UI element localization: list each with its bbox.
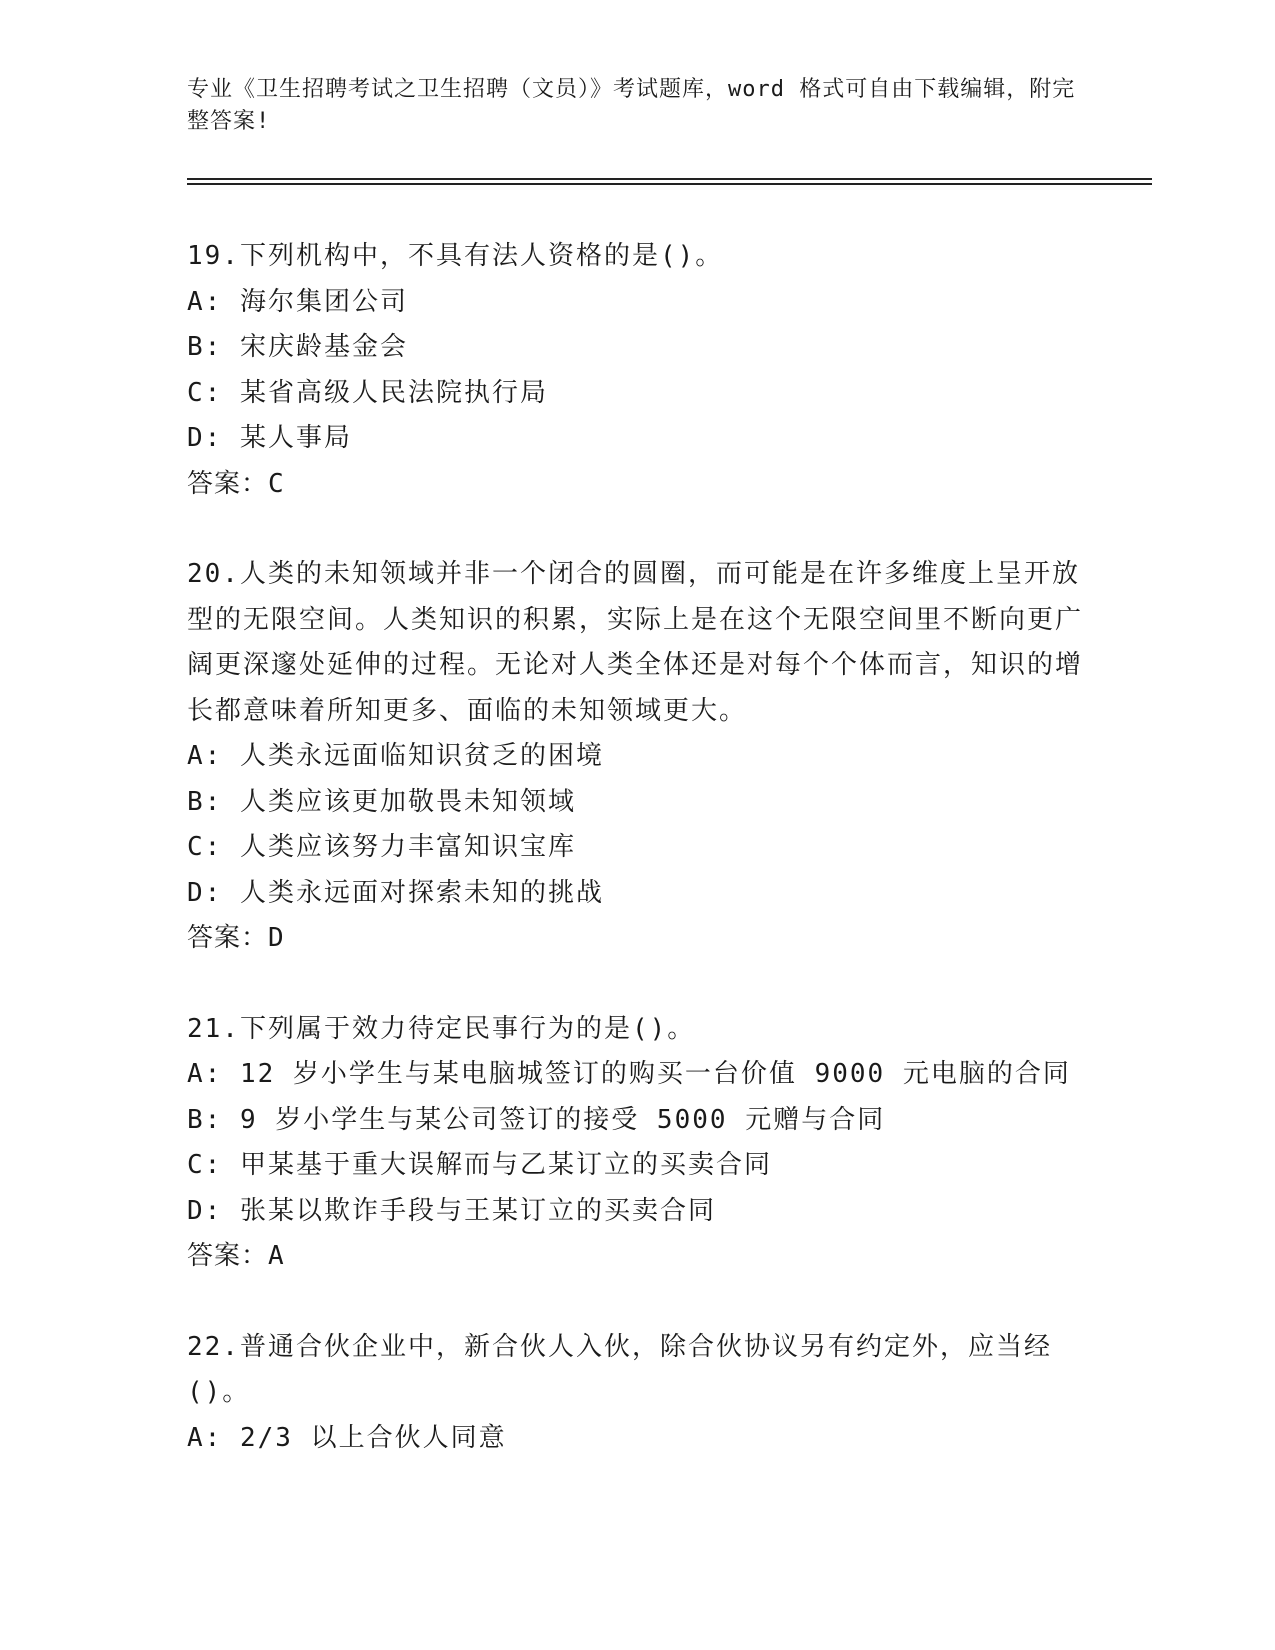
header-divider-bottom	[187, 183, 1152, 185]
question-22	[187, 1325, 1087, 1462]
header-intro-text: 专业《卫生招聘考试之卫生招聘（文员）》考试题库，word 格式可自由下载编辑，附完整答案!	[187, 77, 1076, 134]
option-c	[187, 1143, 1087, 1189]
question-list	[187, 234, 1087, 1506]
option-key: C:	[187, 832, 223, 862]
option-a	[187, 280, 1087, 326]
option-key: B:	[187, 1104, 223, 1135]
option-c	[187, 825, 1087, 871]
option-key: A:	[187, 286, 223, 317]
question-21	[187, 1007, 1087, 1280]
document-header	[187, 74, 1087, 138]
answer-line	[187, 1234, 1087, 1280]
question-20	[187, 552, 1087, 962]
header-divider-top	[187, 178, 1152, 180]
option-b	[187, 325, 1087, 371]
option-text: 人类应该努力丰富知识宝库	[239, 832, 576, 862]
option-d	[187, 871, 1087, 917]
option-a	[187, 1052, 1087, 1098]
option-text: 甲某基于重大误解而与乙某订立的买卖合同	[239, 1150, 772, 1180]
question-stem: 20.人类的未知领域并非一个闭合的圆圈，而可能是在许多维度上呈开放型的无限空间。人类知识的积累，实际上是在这个无限空间里不断向更广阔更深邃处延伸的过程。无论对人类全体还是对每个个体而言，知识的增长都意味着所知更多、面临的未知领域更大。	[187, 559, 1084, 726]
option-key: A:	[187, 1059, 223, 1089]
answer-line	[187, 462, 1087, 508]
option-text: 某人事局	[239, 423, 352, 453]
answer-value: C	[268, 468, 285, 499]
question-stem: 22.普通合伙企业中，新合伙人入伙，除合伙协议另有约定外，应当经()。	[187, 1331, 1052, 1407]
option-a	[187, 734, 1087, 780]
question-19	[187, 234, 1087, 507]
option-key: D:	[187, 1195, 223, 1226]
answer-label: 答案：	[187, 923, 269, 953]
option-key: C:	[187, 1150, 223, 1180]
option-c	[187, 371, 1087, 417]
answer-label: 答案：	[187, 468, 269, 499]
answer-value: D	[268, 923, 285, 953]
option-text: 某省高级人民法院执行局	[239, 377, 548, 408]
option-text: 12 岁小学生与某电脑城签订的购买一台价值 9000 元电脑的合同	[239, 1059, 1071, 1089]
option-text: 宋庆龄基金会	[239, 332, 408, 362]
option-key: B:	[187, 332, 223, 362]
option-b	[187, 1098, 1087, 1144]
option-key: D:	[187, 877, 223, 908]
option-text: 人类永远面对探索未知的挑战	[239, 877, 604, 908]
option-key: A:	[187, 741, 223, 771]
question-stem: 21.下列属于效力待定民事行为的是()。	[187, 1013, 696, 1044]
answer-value: A	[268, 1241, 285, 1271]
answer-line	[187, 916, 1087, 962]
option-key: D:	[187, 423, 223, 453]
option-text: 2/3 以上合伙人同意	[239, 1422, 507, 1453]
option-text: 人类应该更加敬畏未知领域	[239, 786, 576, 817]
option-key: A:	[187, 1422, 223, 1453]
answer-label: 答案：	[187, 1241, 269, 1271]
option-text: 9 岁小学生与某公司签订的接受 5000 元赠与合同	[239, 1104, 886, 1135]
option-text: 张某以欺诈手段与王某订立的买卖合同	[239, 1195, 716, 1226]
option-text: 海尔集团公司	[239, 286, 408, 317]
option-text: 人类永远面临知识贫乏的困境	[239, 741, 604, 771]
option-key: B:	[187, 786, 223, 817]
option-key: C:	[187, 377, 223, 408]
option-d	[187, 1189, 1087, 1235]
option-b	[187, 780, 1087, 826]
question-stem: 19.下列机构中，不具有法人资格的是()。	[187, 241, 724, 271]
option-a	[187, 1416, 1087, 1462]
option-d	[187, 416, 1087, 462]
